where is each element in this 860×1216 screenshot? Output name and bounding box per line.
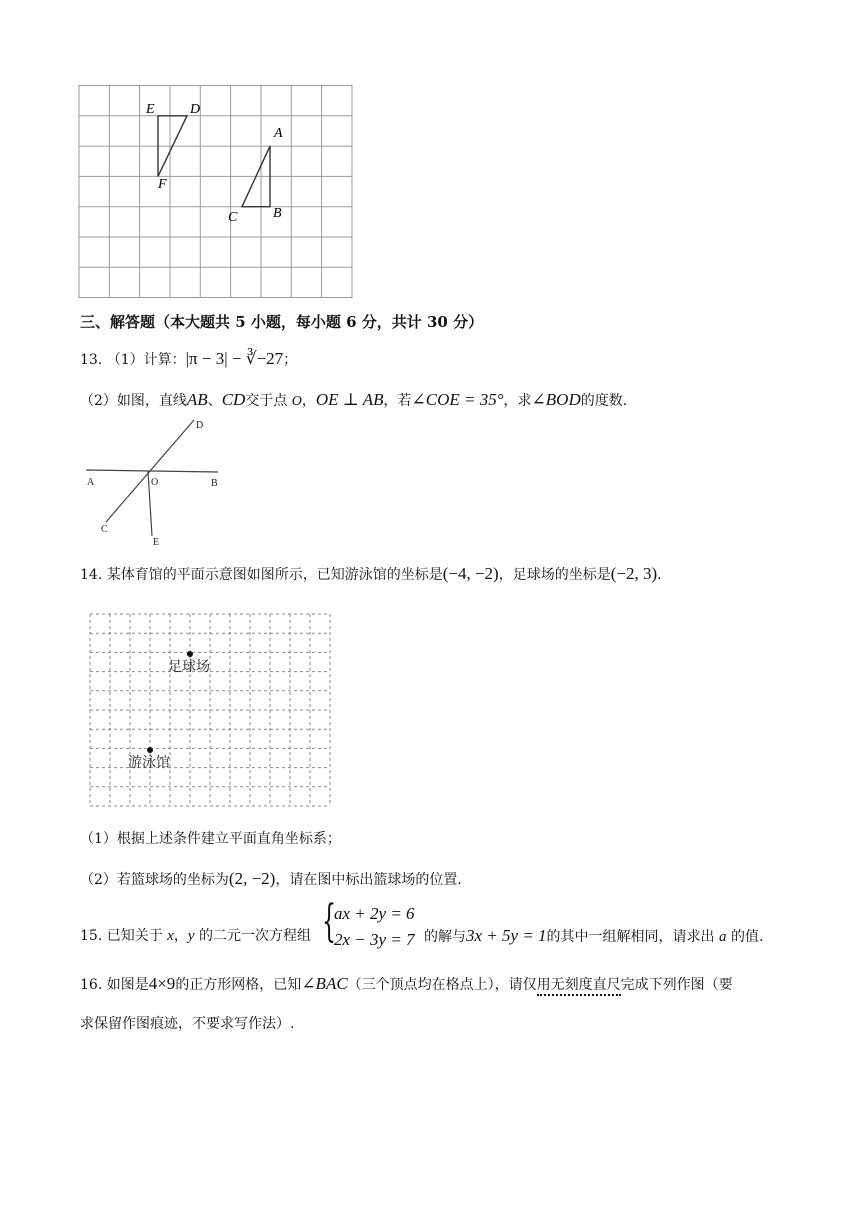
- q15-eq1: ax + 2y = 6: [334, 904, 415, 923]
- q13-lines-figure: [82, 418, 222, 550]
- q13-label-D: D: [196, 420, 204, 431]
- q16-number: 16.: [80, 977, 103, 993]
- q15-var-x: x: [167, 928, 174, 944]
- q13-part2: [80, 390, 627, 412]
- q13-part1-suffix: ；: [283, 352, 298, 368]
- q13-label-O: O: [151, 477, 159, 488]
- q15-eq3: 3x + 5y = 1: [466, 926, 547, 945]
- soccer-field-label: 足球场: [168, 660, 210, 675]
- q13-label-C: C: [101, 524, 108, 535]
- q14-sub2-text-b: ，请在图中标出篮球场的位置.: [275, 872, 462, 888]
- label-F: F: [158, 177, 167, 192]
- q15-system-brace: {: [322, 896, 336, 947]
- q14-number: 14.: [80, 567, 103, 583]
- q16-text-c: （三个顶点均在格点上），请仅: [347, 977, 537, 993]
- q13-part1-expression: |π − 3| − ∛−27: [185, 349, 284, 368]
- q16-line2: 求保留作图痕迹，不要求写作法）.: [80, 1016, 295, 1032]
- q13-part1-prefix: （1）计算：: [106, 352, 186, 368]
- q15-text-a: 已知关于: [106, 928, 163, 944]
- q14-basketball-coord: (2, −2): [228, 869, 276, 888]
- q13-angle-coe: ∠COE = 35°: [411, 390, 504, 409]
- q13-part2-text-b: 交于点: [245, 393, 288, 409]
- section-heading: 三、解答题（本大题共 5 小题，每小题 6 分，共计 30 分）: [80, 313, 484, 331]
- q15-number: 15.: [80, 928, 103, 944]
- q13-number: 13.: [80, 352, 103, 368]
- q14-swim-coord: (−4, −2): [442, 564, 499, 583]
- q15-statement: [80, 926, 311, 946]
- grid-lines: [79, 86, 352, 298]
- q16-text-b: 的正方形网格，已知: [175, 977, 302, 993]
- label-B: B: [273, 206, 282, 221]
- q14-statement: [80, 564, 662, 585]
- q13-part2-text-c: ，若: [383, 393, 412, 409]
- q14-map-grid: [86, 610, 334, 810]
- q16-grid-size: 4×9: [148, 974, 176, 993]
- q15-var-y: y: [187, 928, 195, 944]
- q13-comma: ，: [301, 393, 316, 409]
- q13-point-o: O: [291, 394, 302, 409]
- q13-perp: OE ⊥ AB: [315, 390, 384, 409]
- q16-text-d: 完成下列作图（要: [620, 977, 733, 993]
- q14-soccer-coord: (−2, 3): [610, 564, 658, 583]
- q13-line-ab: AB: [186, 390, 208, 409]
- label-E: E: [146, 102, 155, 117]
- q13-label-E: E: [153, 537, 160, 548]
- q15-statement-cont: [424, 926, 763, 947]
- q13-sep: 、: [207, 393, 222, 409]
- q13-part2-text-d: ，求: [503, 393, 532, 409]
- label-D: D: [190, 102, 201, 117]
- q14-sub2-text-a: （2）若篮球场的坐标为: [80, 872, 229, 888]
- q15-text-c: 的解与: [424, 929, 466, 945]
- q15-comma: ，: [173, 928, 188, 944]
- label-A: A: [274, 126, 283, 141]
- q14-text-c: .: [657, 567, 662, 583]
- q13-label-B: B: [211, 478, 218, 489]
- q16-text-a: 如图是: [106, 977, 149, 993]
- q14-sub2: [80, 869, 462, 890]
- q14-text-a: 某体育馆的平面示意图如图所示，已知游泳馆的坐标是: [106, 567, 443, 583]
- q16-line1: [80, 974, 733, 995]
- q15-eq2: 2x − 3y = 7: [334, 930, 415, 949]
- q13-line-cd: CD: [221, 390, 246, 409]
- q13-part1: [80, 349, 297, 370]
- q15-text-b: 的二元一次方程组: [198, 928, 311, 944]
- q14-text-b: ，足球场的坐标是: [498, 567, 611, 583]
- q15-var-a: a: [719, 929, 727, 945]
- label-C: C: [228, 210, 238, 225]
- q15-text-e: 的值.: [730, 929, 764, 945]
- swimming-pool-label: 游泳馆: [128, 756, 170, 771]
- swimming-pool-point: [147, 747, 153, 753]
- q15-text-d: 的其中一组解相同，请求出: [546, 929, 715, 945]
- q14-sub1: （1）根据上述条件建立平面直角坐标系；: [80, 831, 341, 847]
- q16-emphasis: 用无刻度直尺: [537, 977, 621, 996]
- q13-part2-text-e: 的度数.: [580, 393, 628, 409]
- soccer-field-point: [187, 651, 193, 657]
- q13-angle-bod: ∠BOD: [531, 390, 581, 409]
- q13-part2-text-a: （2）如图，直线: [80, 393, 187, 409]
- triangle-grid-figure: [76, 84, 356, 300]
- q16-angle-bac: ∠BAC: [301, 974, 348, 993]
- q13-label-A: A: [87, 477, 95, 488]
